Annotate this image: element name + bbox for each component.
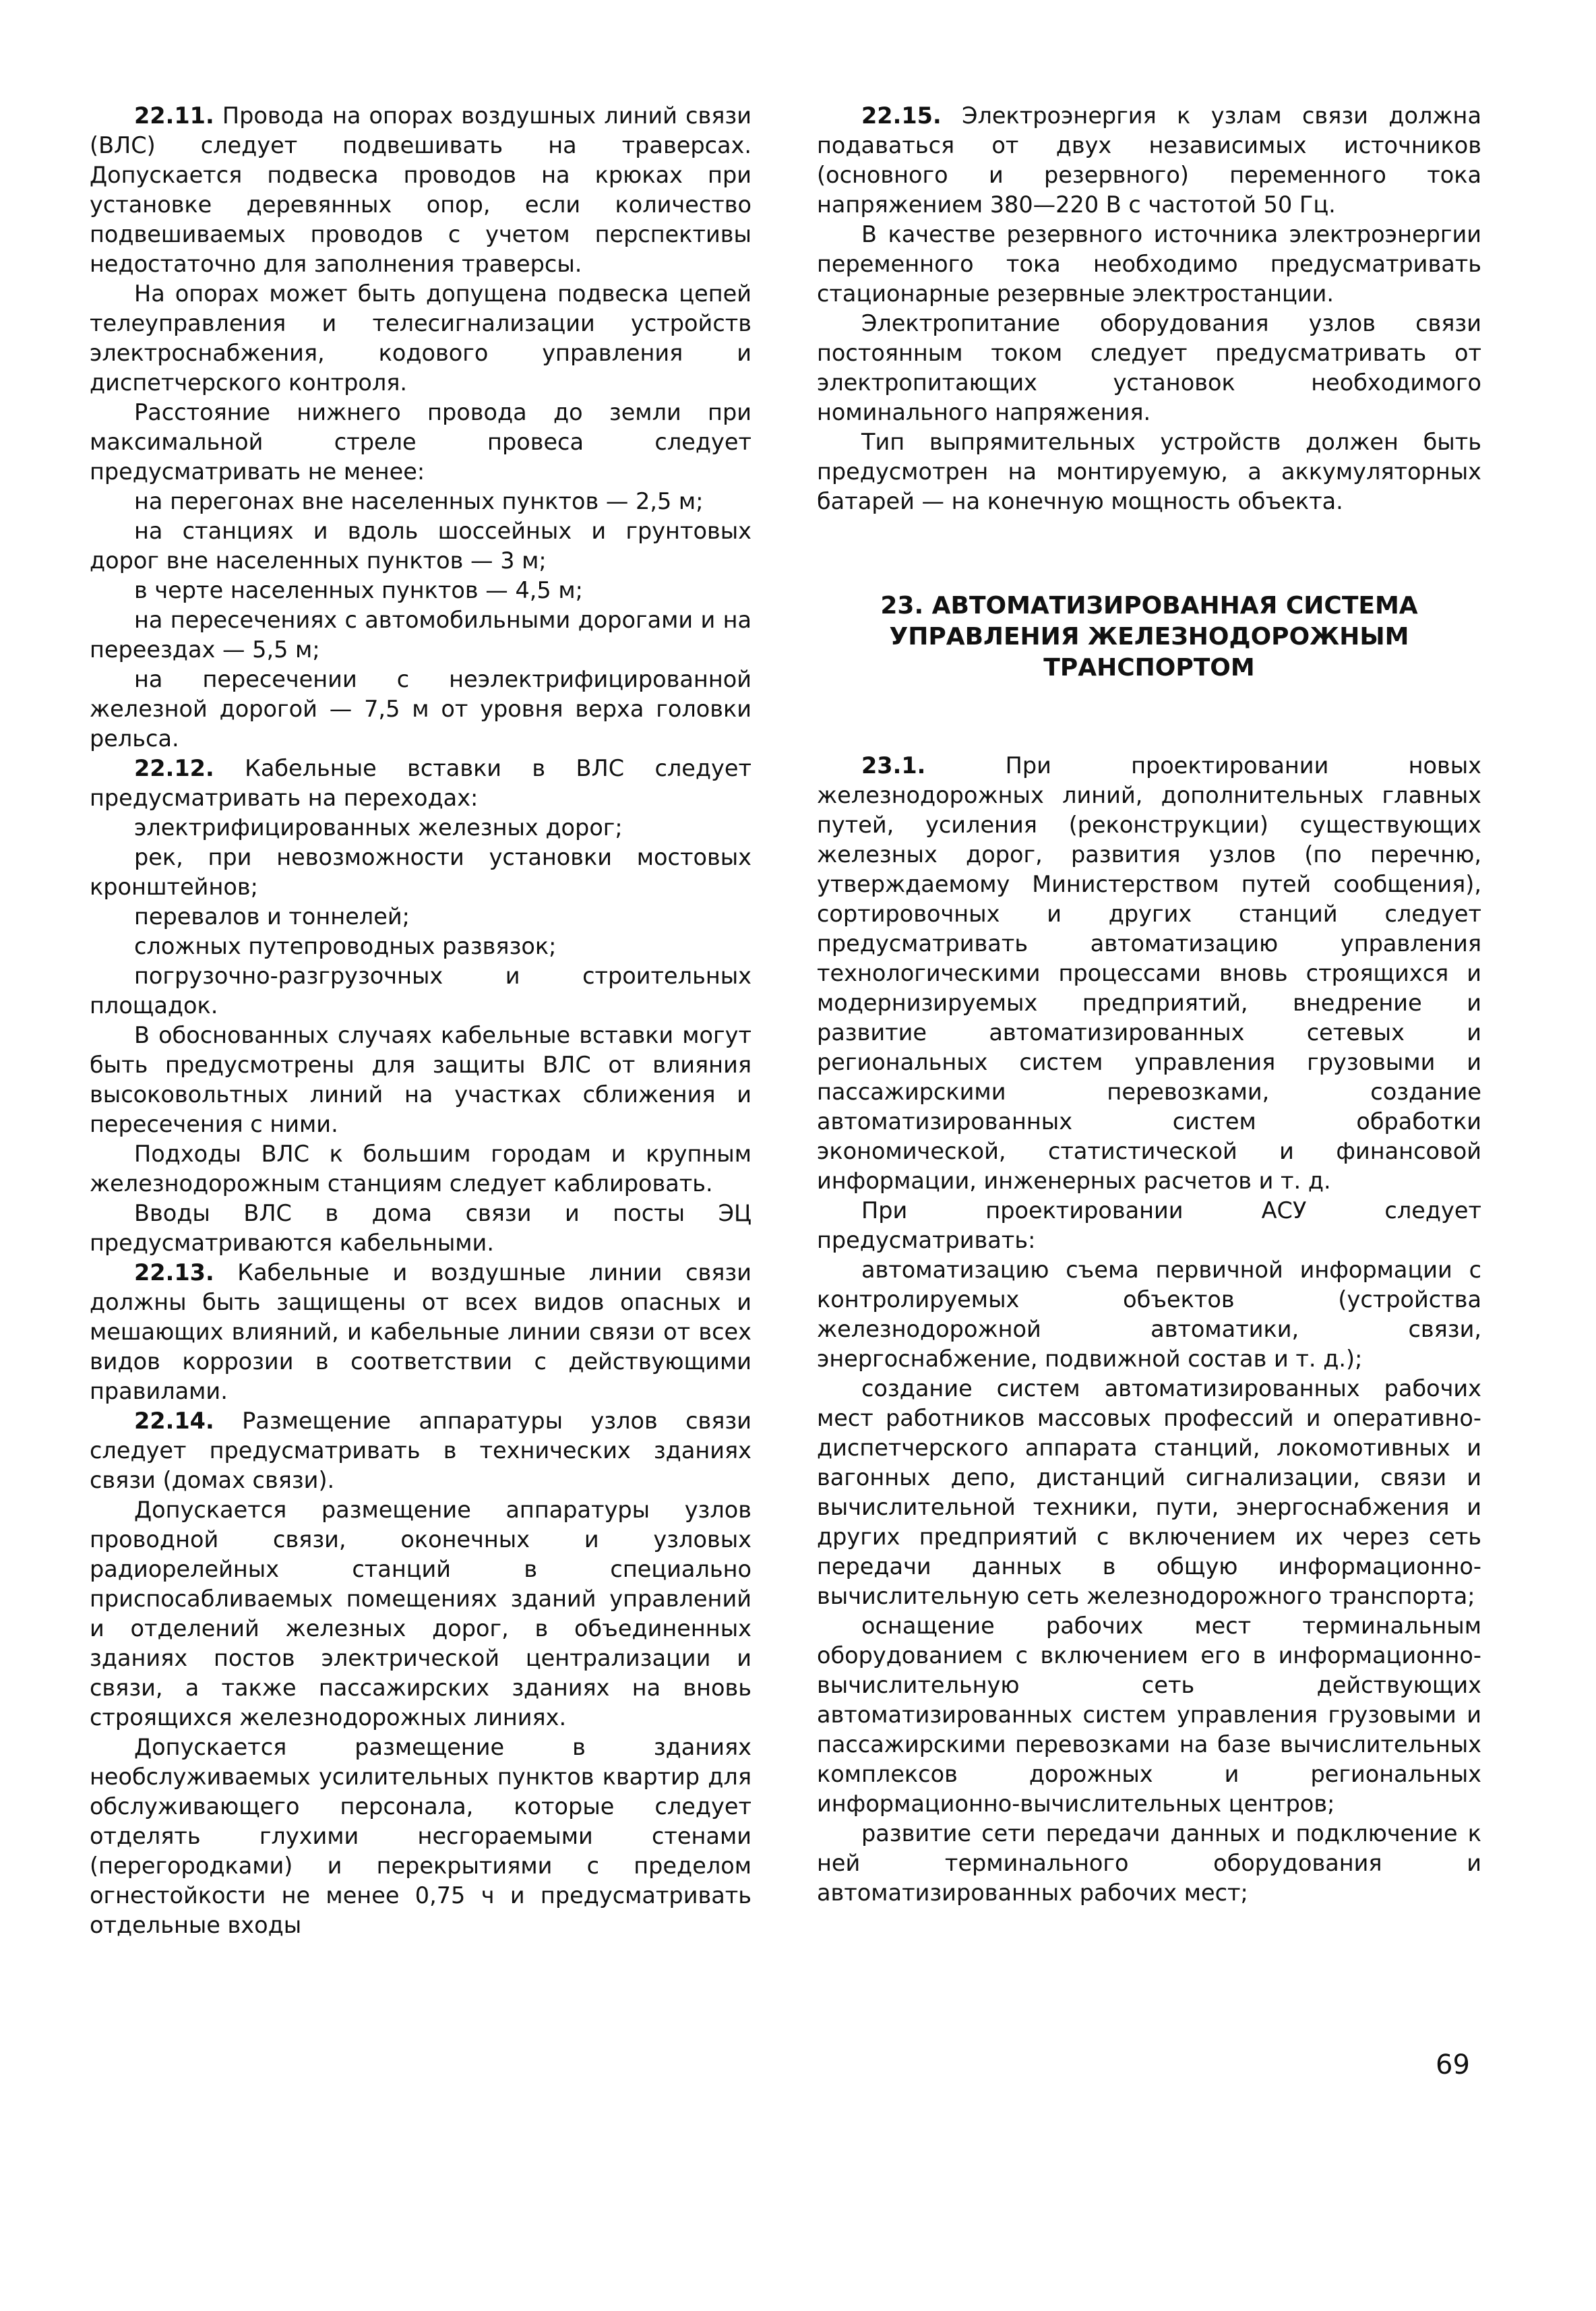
list-item: на пересечениях с автомобильными дорогами и на переездах — 5,5 м; (90, 607, 751, 663)
paragraph-22-13 (90, 1258, 751, 1406)
paragraph: В качестве резервного источника электроэнергии переменного тока необходимо предусматривать стационарные резервные электростанции. (817, 221, 1481, 307)
section-heading: 23. АВТОМАТИЗИРОВАННАЯ СИСТЕМА УПРАВЛЕНИЯ ЖЕЛЕЗНОДОРОЖНЫМ ТРАНСПОРТОМ (880, 592, 1418, 682)
list-item: на перегонах вне населенных пунктов — 2,5 м; (134, 488, 704, 514)
list-item: перевалов и тоннелей; (134, 903, 410, 930)
list-item: оснащение рабочих мест терминальным оборудованием с включением его в информационно-вычислительную сеть действующих автоматизированных систем управления грузовыми и пассажирскими перевозками на базе вычислительных комплексов дорожных и региональных информационно-вычислительных центров; (817, 1613, 1481, 1817)
paragraph: Подходы ВЛС к большим городам и крупным железнодорожным станциям следует каблировать. (90, 1141, 751, 1197)
clause-number: 22.14. (134, 1408, 214, 1434)
paragraph: Электропитание оборудования узлов связи постоянным током следует предусматривать от электропитающих установок необходимого номинального напряжения. (817, 310, 1481, 425)
paragraph-text: Электроэнергия к узлам связи должна подаваться от двух независимых источников (основного и резервного) переменного тока напряжением 380—220 В с частотой 50 Гц. (817, 102, 1481, 218)
paragraph-23-1 (817, 751, 1481, 1196)
list-item: погрузочно-разгрузочных и строительных площадок. (90, 963, 751, 1019)
list-item: на пересечении с неэлектрифицированной железной дорогой — 7,5 м от уровня верха головки рельса. (90, 666, 751, 752)
clause-number: 22.12. (134, 755, 214, 781)
paragraph: Допускается размещение аппаратуры узлов проводной связи, оконечных и узловых радиорелейных станций в специально приспосабливаемых помещениях зданий управлений и отделений железных дорог, в объединенных зданиях постов электрической централизации и связи, а также пассажирских зданиях на вновь строящихся железнодорожных линиях. (90, 1497, 751, 1731)
list-item: автоматизацию съема первичной информации с контролируемых объектов (устройства железнодорожной автоматики, связи, энергоснабжение, подвижной состав и т. д.); (817, 1257, 1481, 1372)
clause-number: 23.1. (861, 752, 926, 779)
right-column (817, 101, 1481, 1908)
paragraph-text: При проектировании новых железнодорожных линий, дополнительных главных путей, усиления (реконструкции) существующих железных дорог, развития узлов (по перечню, утверждаемому Министерством путей сообщения), сортировочных и других станций следует предусматривать автоматизацию управления технологическими процессами вновь строящихся и модернизируемых предприятий, внедрение и развитие автоматизированных сетевых и региональных систем управления грузовыми и пассажирскими перевозками, создание автоматизированных систем обработки экономической, статистической и финансовой информации, инженерных расчетов и т. д. (817, 752, 1481, 1194)
paragraph-22-15 (817, 101, 1481, 220)
paragraph-text: Провода на опорах воздушных линий связи (ВЛС) следует подвешивать на траверсах. Допускается подвеска проводов на крюках при установке деревянных опор, если количество подвешиваемых проводов с учетом перспективы недостаточно для заполнения траверсы. (90, 102, 752, 277)
list-item: создание систем автоматизированных рабочих мест работников массовых профессий и оперативно-диспетчерского аппарата станций, локомотивных и вагонных депо, дистанций сигнализации, связи и вычислительной техники, пути, энергоснабжения и других предприятий с включением их через сеть передачи данных в общую информационно-вычислительную сеть железнодорожного транспорта; (817, 1375, 1481, 1609)
paragraph-text: Размещение аппаратуры узлов связи следует предусматривать в технических зданиях связи (домах связи). (90, 1408, 752, 1493)
paragraph-22-14 (90, 1406, 751, 1495)
paragraph: Вводы ВЛС в дома связи и посты ЭЦ предусматриваются кабельными. (90, 1200, 751, 1256)
list-item: электрифицированных железных дорог; (134, 814, 623, 841)
paragraph: При проектировании АСУ следует предусматривать: (817, 1197, 1481, 1253)
left-column (90, 101, 751, 1940)
paragraph: Допускается размещение в зданиях необслуживаемых усилительных пунктов квартир для обслуживающего персонала, которые следует отделять глухими несгораемыми стенами (перегородками) и перекрытиями с пределом огнестойкости не менее 0,75 ч и предусматривать отдельные входы (90, 1734, 751, 1938)
clause-number: 22.11. (134, 102, 214, 129)
list-item: на станциях и вдоль шоссейных и грунтовых дорог вне населенных пунктов — 3 м; (90, 518, 751, 574)
list-item: рек, при невозможности установки мостовых кронштейнов; (90, 844, 751, 900)
paragraph: На опорах может быть допущена подвеска цепей телеуправления и телесигнализации устройств электроснабжения, кодового управления и диспетчерского контроля. (90, 280, 751, 396)
paragraph: Тип выпрямительных устройств должен быть предусмотрен на монтируемую, а аккумуляторных батарей — на конечную мощность объекта. (817, 429, 1481, 514)
list-item: развитие сети передачи данных и подключение к ней терминального оборудования и автоматизированных рабочих мест; (817, 1820, 1481, 1906)
paragraph: Расстояние нижнего провода до земли при максимальной стреле провеса следует предусматривать не менее: (90, 399, 751, 485)
paragraph-22-12 (90, 754, 751, 813)
paragraph: В обоснованных случаях кабельные вставки могут быть предусмотрены для защиты ВЛС от влияния высоковольтных линий на участках сближения и пересечения с ними. (90, 1022, 751, 1137)
clause-number: 22.13. (134, 1259, 214, 1286)
paragraph-22-11 (90, 101, 751, 279)
list-item: сложных путепроводных развязок; (134, 933, 557, 959)
paragraph-text: Кабельные вставки в ВЛС следует предусматривать на переходах: (90, 755, 751, 811)
list-item: в черте населенных пунктов — 4,5 м; (134, 577, 583, 603)
page-number: 69 (1436, 2049, 1470, 2080)
paragraph-text: Кабельные и воздушные линии связи должны быть защищены от всех видов опасных и мешающих влияний, и кабельные линии связи от всех видов коррозии в соответствии с действующими правилами. (90, 1259, 751, 1404)
clause-number: 22.15. (861, 102, 942, 129)
